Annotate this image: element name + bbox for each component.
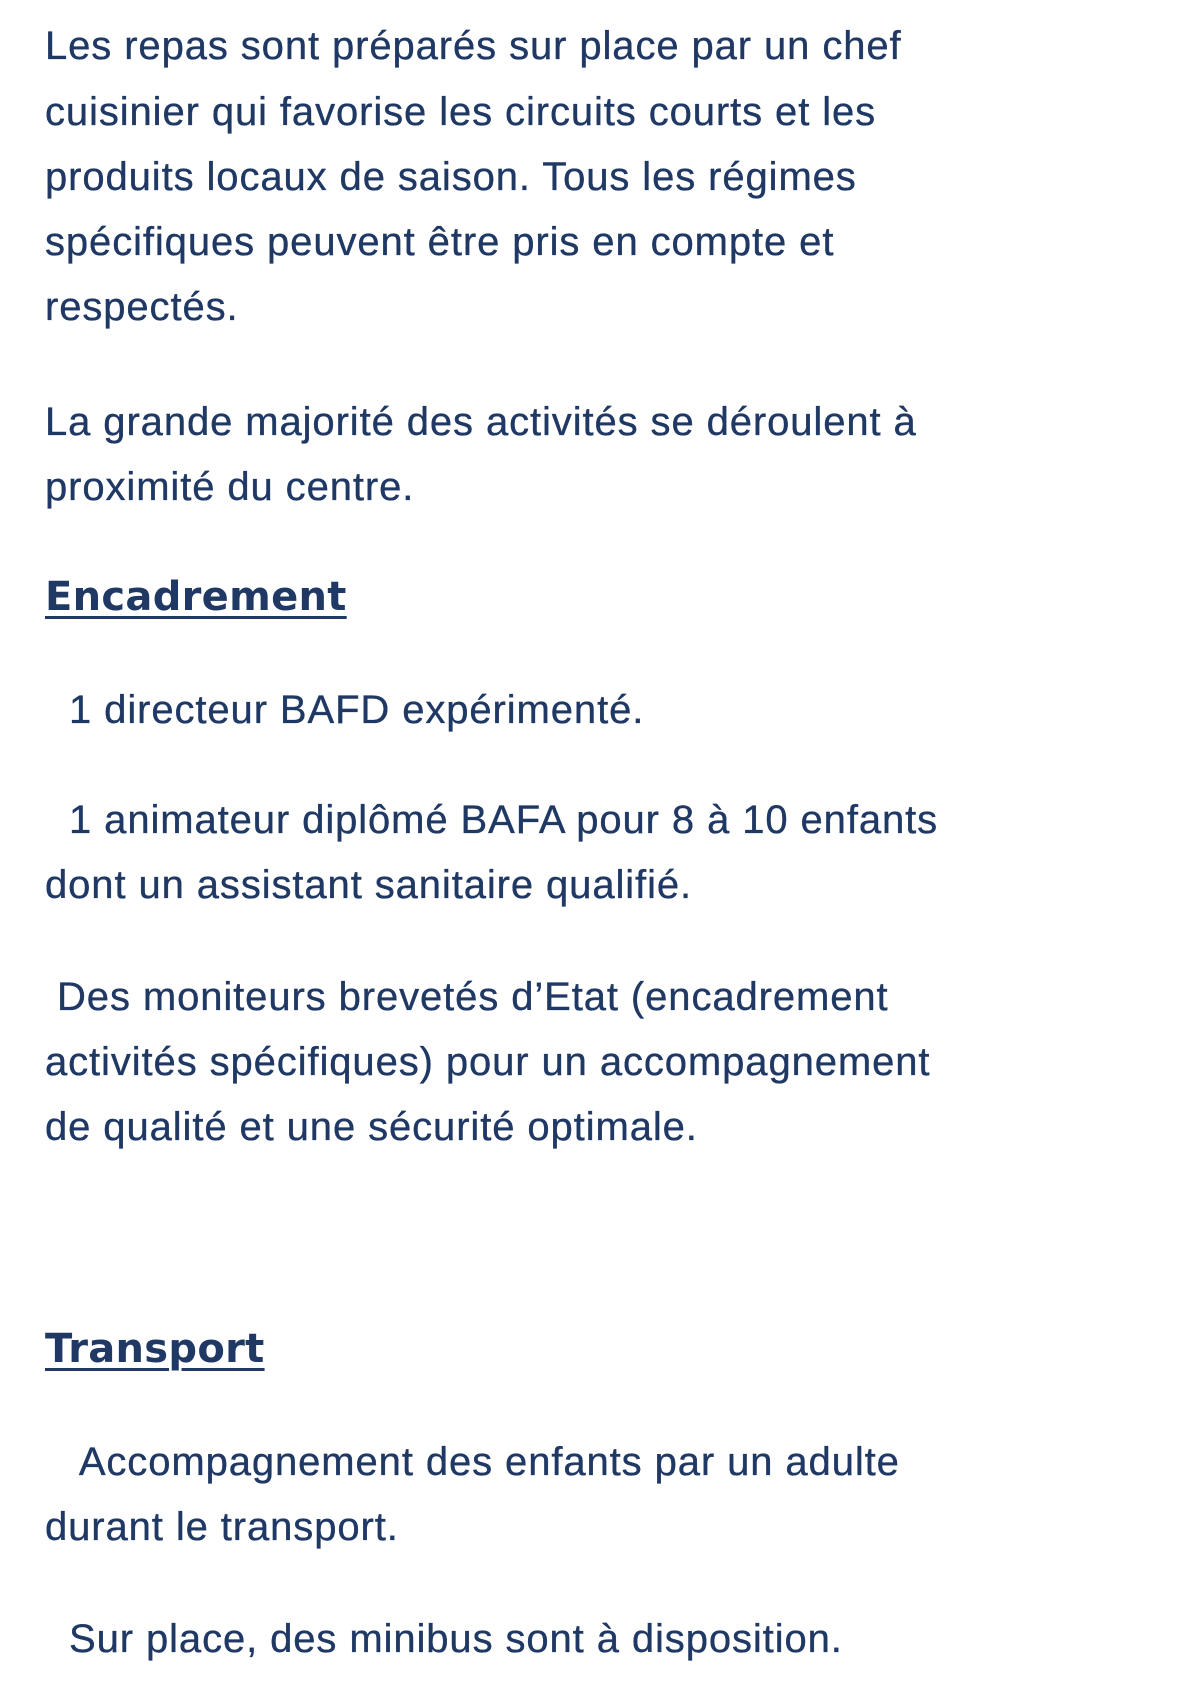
text-line: produits locaux de saison. Tous les régimes [45, 155, 857, 199]
text-line: Des moniteurs brevetés d’Etat (encadrement [45, 975, 889, 1019]
text-line: de qualité et une sécurité optimale. [45, 1105, 698, 1149]
text-line: proximité du centre. [45, 465, 415, 509]
text-line: dont un assistant sanitaire qualifié. [45, 863, 693, 907]
text-line: 1 directeur BAFD expérimenté. [45, 688, 645, 732]
text-line: spécifiques peuvent être pris en compte et [45, 220, 835, 264]
section-heading-transport: Transport [45, 1326, 265, 1372]
text-line: cuisinier qui favorise les circuits courts et les [45, 90, 877, 134]
text-line: durant le transport. [45, 1505, 399, 1549]
text-line: Les repas sont préparés sur place par un chef [45, 24, 902, 68]
text-line: respectés. [45, 285, 239, 329]
text-line: La grande majorité des activités se déroulent à [45, 400, 917, 444]
section-heading-encadrement: Encadrement [45, 574, 347, 620]
text-line: Accompagnement des enfants par un adulte [45, 1440, 900, 1484]
text-line: Sur place, des minibus sont à disposition. [45, 1617, 843, 1661]
text-line: activités spécifiques) pour un accompagnement [45, 1040, 931, 1084]
text-line: 1 animateur diplômé BAFA pour 8 à 10 enfants [45, 798, 939, 842]
